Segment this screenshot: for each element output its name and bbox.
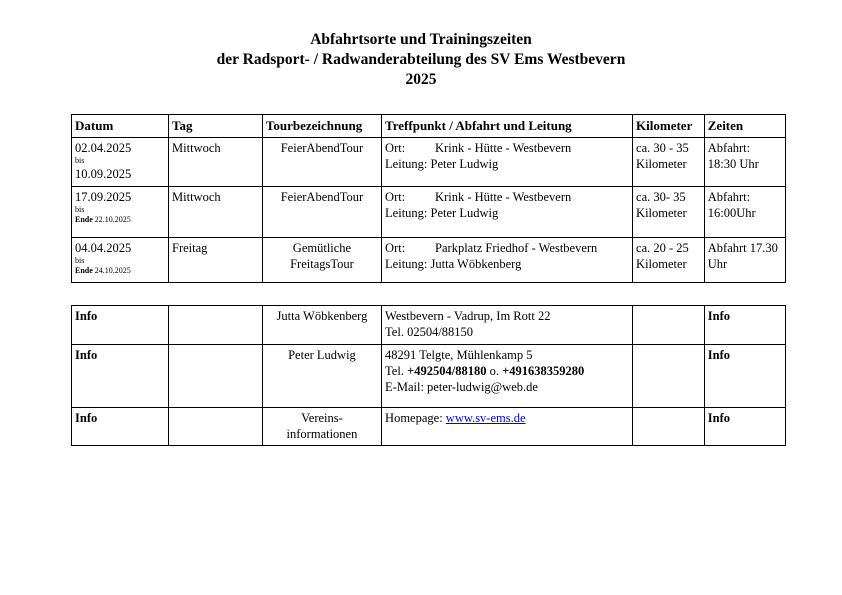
leitung-label: Leitung: bbox=[385, 206, 428, 220]
time-label: Abfahrt: bbox=[707, 190, 751, 204]
tel-prefix: Tel. bbox=[385, 364, 408, 378]
title-year: 2025 bbox=[405, 71, 437, 88]
date-bis: bis bbox=[75, 256, 85, 265]
contact-name: Jutta Wöbkenberg bbox=[262, 306, 381, 345]
time-cell bbox=[704, 238, 785, 283]
tel-1: +492504/88180 bbox=[407, 364, 487, 378]
club-info-line-1: Vereins- bbox=[301, 411, 343, 425]
ort-label: Ort: bbox=[385, 190, 406, 204]
km-unit: Kilometer bbox=[636, 206, 687, 220]
table-row bbox=[72, 138, 786, 187]
contact-email: E-Mail: peter-ludwig@web.de bbox=[385, 380, 538, 394]
time-label: Abfahrt 17.30 bbox=[707, 241, 778, 255]
header-kilometer: Kilometer bbox=[633, 115, 705, 138]
time-value: 16:00Uhr bbox=[707, 206, 756, 220]
time-cell bbox=[704, 138, 785, 187]
meeting-cell bbox=[382, 138, 633, 187]
schedule-header-row bbox=[72, 115, 786, 138]
title-line-1: Abfahrtsorte und Trainingszeiten bbox=[310, 31, 532, 48]
homepage-label: Homepage: bbox=[385, 411, 446, 425]
info-label: Info bbox=[72, 306, 169, 345]
ort-value: Krink - Hütte - Westbevern bbox=[435, 141, 572, 155]
time-cell bbox=[704, 187, 785, 238]
table-row bbox=[72, 187, 786, 238]
homepage-link[interactable]: www.sv-ems.de bbox=[445, 411, 526, 425]
contact-phone bbox=[385, 363, 629, 379]
table-row bbox=[72, 408, 786, 446]
leitung-label: Leitung: bbox=[385, 157, 428, 171]
info-label-right: Info bbox=[704, 408, 785, 446]
meeting-cell bbox=[382, 187, 633, 238]
info-label-right: Info bbox=[704, 345, 785, 408]
date-from: 02.04.2025 bbox=[75, 141, 132, 155]
km-cell bbox=[633, 187, 705, 238]
date-cell bbox=[72, 187, 169, 238]
header-datum: Datum bbox=[72, 115, 169, 138]
date-from: 17.09.2025 bbox=[75, 190, 132, 204]
tour-name: FeierAbendTour bbox=[280, 190, 364, 204]
km-cell bbox=[633, 238, 705, 283]
info-label-right: Info bbox=[704, 306, 785, 345]
ort-value: Krink - Hütte - Westbevern bbox=[435, 190, 572, 204]
ort-label: Ort: bbox=[385, 241, 406, 255]
date-cell bbox=[72, 138, 169, 187]
date-to: 24.10.2025 bbox=[94, 266, 131, 275]
empty-cell bbox=[633, 345, 705, 408]
date-cell bbox=[72, 238, 169, 283]
empty-cell bbox=[169, 345, 263, 408]
ort-label: Ort: bbox=[385, 141, 406, 155]
leitung-value: Peter Ludwig bbox=[430, 206, 499, 220]
km-range: ca. 30- 35 bbox=[636, 190, 686, 204]
header-tag: Tag bbox=[169, 115, 263, 138]
leitung-label: Leitung: bbox=[385, 257, 428, 271]
leitung-value: Jutta Wöbkenberg bbox=[430, 257, 522, 271]
club-info-line-2: informationen bbox=[286, 427, 358, 441]
table-row bbox=[72, 345, 786, 408]
end-label: Ende bbox=[75, 215, 93, 224]
empty-cell bbox=[169, 306, 263, 345]
table-row bbox=[72, 306, 786, 345]
km-unit: Kilometer bbox=[636, 157, 687, 171]
day-cell: Mittwoch bbox=[169, 138, 263, 187]
time-value: Uhr bbox=[707, 257, 728, 271]
contact-address: 48291 Telgte, Mühlenkamp 5 bbox=[385, 348, 533, 362]
tel-2: +491638359280 bbox=[502, 364, 585, 378]
time-label: Abfahrt: bbox=[707, 141, 751, 155]
header-treffpunkt: Treffpunkt / Abfahrt und Leitung bbox=[382, 115, 633, 138]
schedule-table bbox=[71, 114, 786, 283]
date-bis: bis bbox=[75, 156, 85, 165]
info-table bbox=[71, 305, 786, 446]
day-cell: Mittwoch bbox=[169, 187, 263, 238]
tour-name: Gemütliche bbox=[292, 241, 352, 255]
km-range: ca. 20 - 25 bbox=[636, 241, 689, 255]
date-to: 22.10.2025 bbox=[94, 215, 131, 224]
tour-name-2: FreitagsTour bbox=[290, 257, 354, 271]
tour-cell bbox=[262, 238, 381, 283]
tour-cell bbox=[262, 187, 381, 238]
empty-cell bbox=[169, 408, 263, 446]
tour-name: FeierAbendTour bbox=[280, 141, 364, 155]
title-line-2: der Radsport- / Radwanderabteilung des SV Ems Westbevern bbox=[216, 51, 626, 68]
header-zeiten: Zeiten bbox=[704, 115, 785, 138]
contact-address-cell bbox=[382, 345, 633, 408]
club-info-cell bbox=[262, 408, 381, 446]
tour-cell bbox=[262, 138, 381, 187]
ort-value: Parkplatz Friedhof - Westbevern bbox=[435, 241, 598, 255]
end-label: Ende bbox=[75, 266, 93, 275]
contact-address: Westbevern - Vadrup, Im Rott 22 bbox=[385, 309, 551, 323]
km-range: ca. 30 - 35 bbox=[636, 141, 689, 155]
empty-cell bbox=[633, 408, 705, 446]
leitung-value: Peter Ludwig bbox=[430, 157, 499, 171]
meeting-cell bbox=[382, 238, 633, 283]
contact-phone: Tel. 02504/88150 bbox=[385, 325, 474, 339]
contact-address-cell bbox=[382, 306, 633, 345]
km-unit: Kilometer bbox=[636, 257, 687, 271]
date-bis: bis bbox=[75, 205, 85, 214]
table-row bbox=[72, 238, 786, 283]
empty-cell bbox=[633, 306, 705, 345]
time-value: 18:30 Uhr bbox=[707, 157, 759, 171]
homepage-cell bbox=[382, 408, 633, 446]
info-label: Info bbox=[72, 345, 169, 408]
date-from: 04.04.2025 bbox=[75, 241, 132, 255]
contact-name: Peter Ludwig bbox=[262, 345, 381, 408]
day-cell: Freitag bbox=[169, 238, 263, 283]
document-title bbox=[0, 30, 842, 90]
date-to: 10.09.2025 bbox=[75, 167, 132, 181]
tel-separator: o. bbox=[486, 364, 503, 378]
header-tourbezeichnung: Tourbezeichnung bbox=[262, 115, 381, 138]
km-cell bbox=[633, 138, 705, 187]
info-label: Info bbox=[72, 408, 169, 446]
